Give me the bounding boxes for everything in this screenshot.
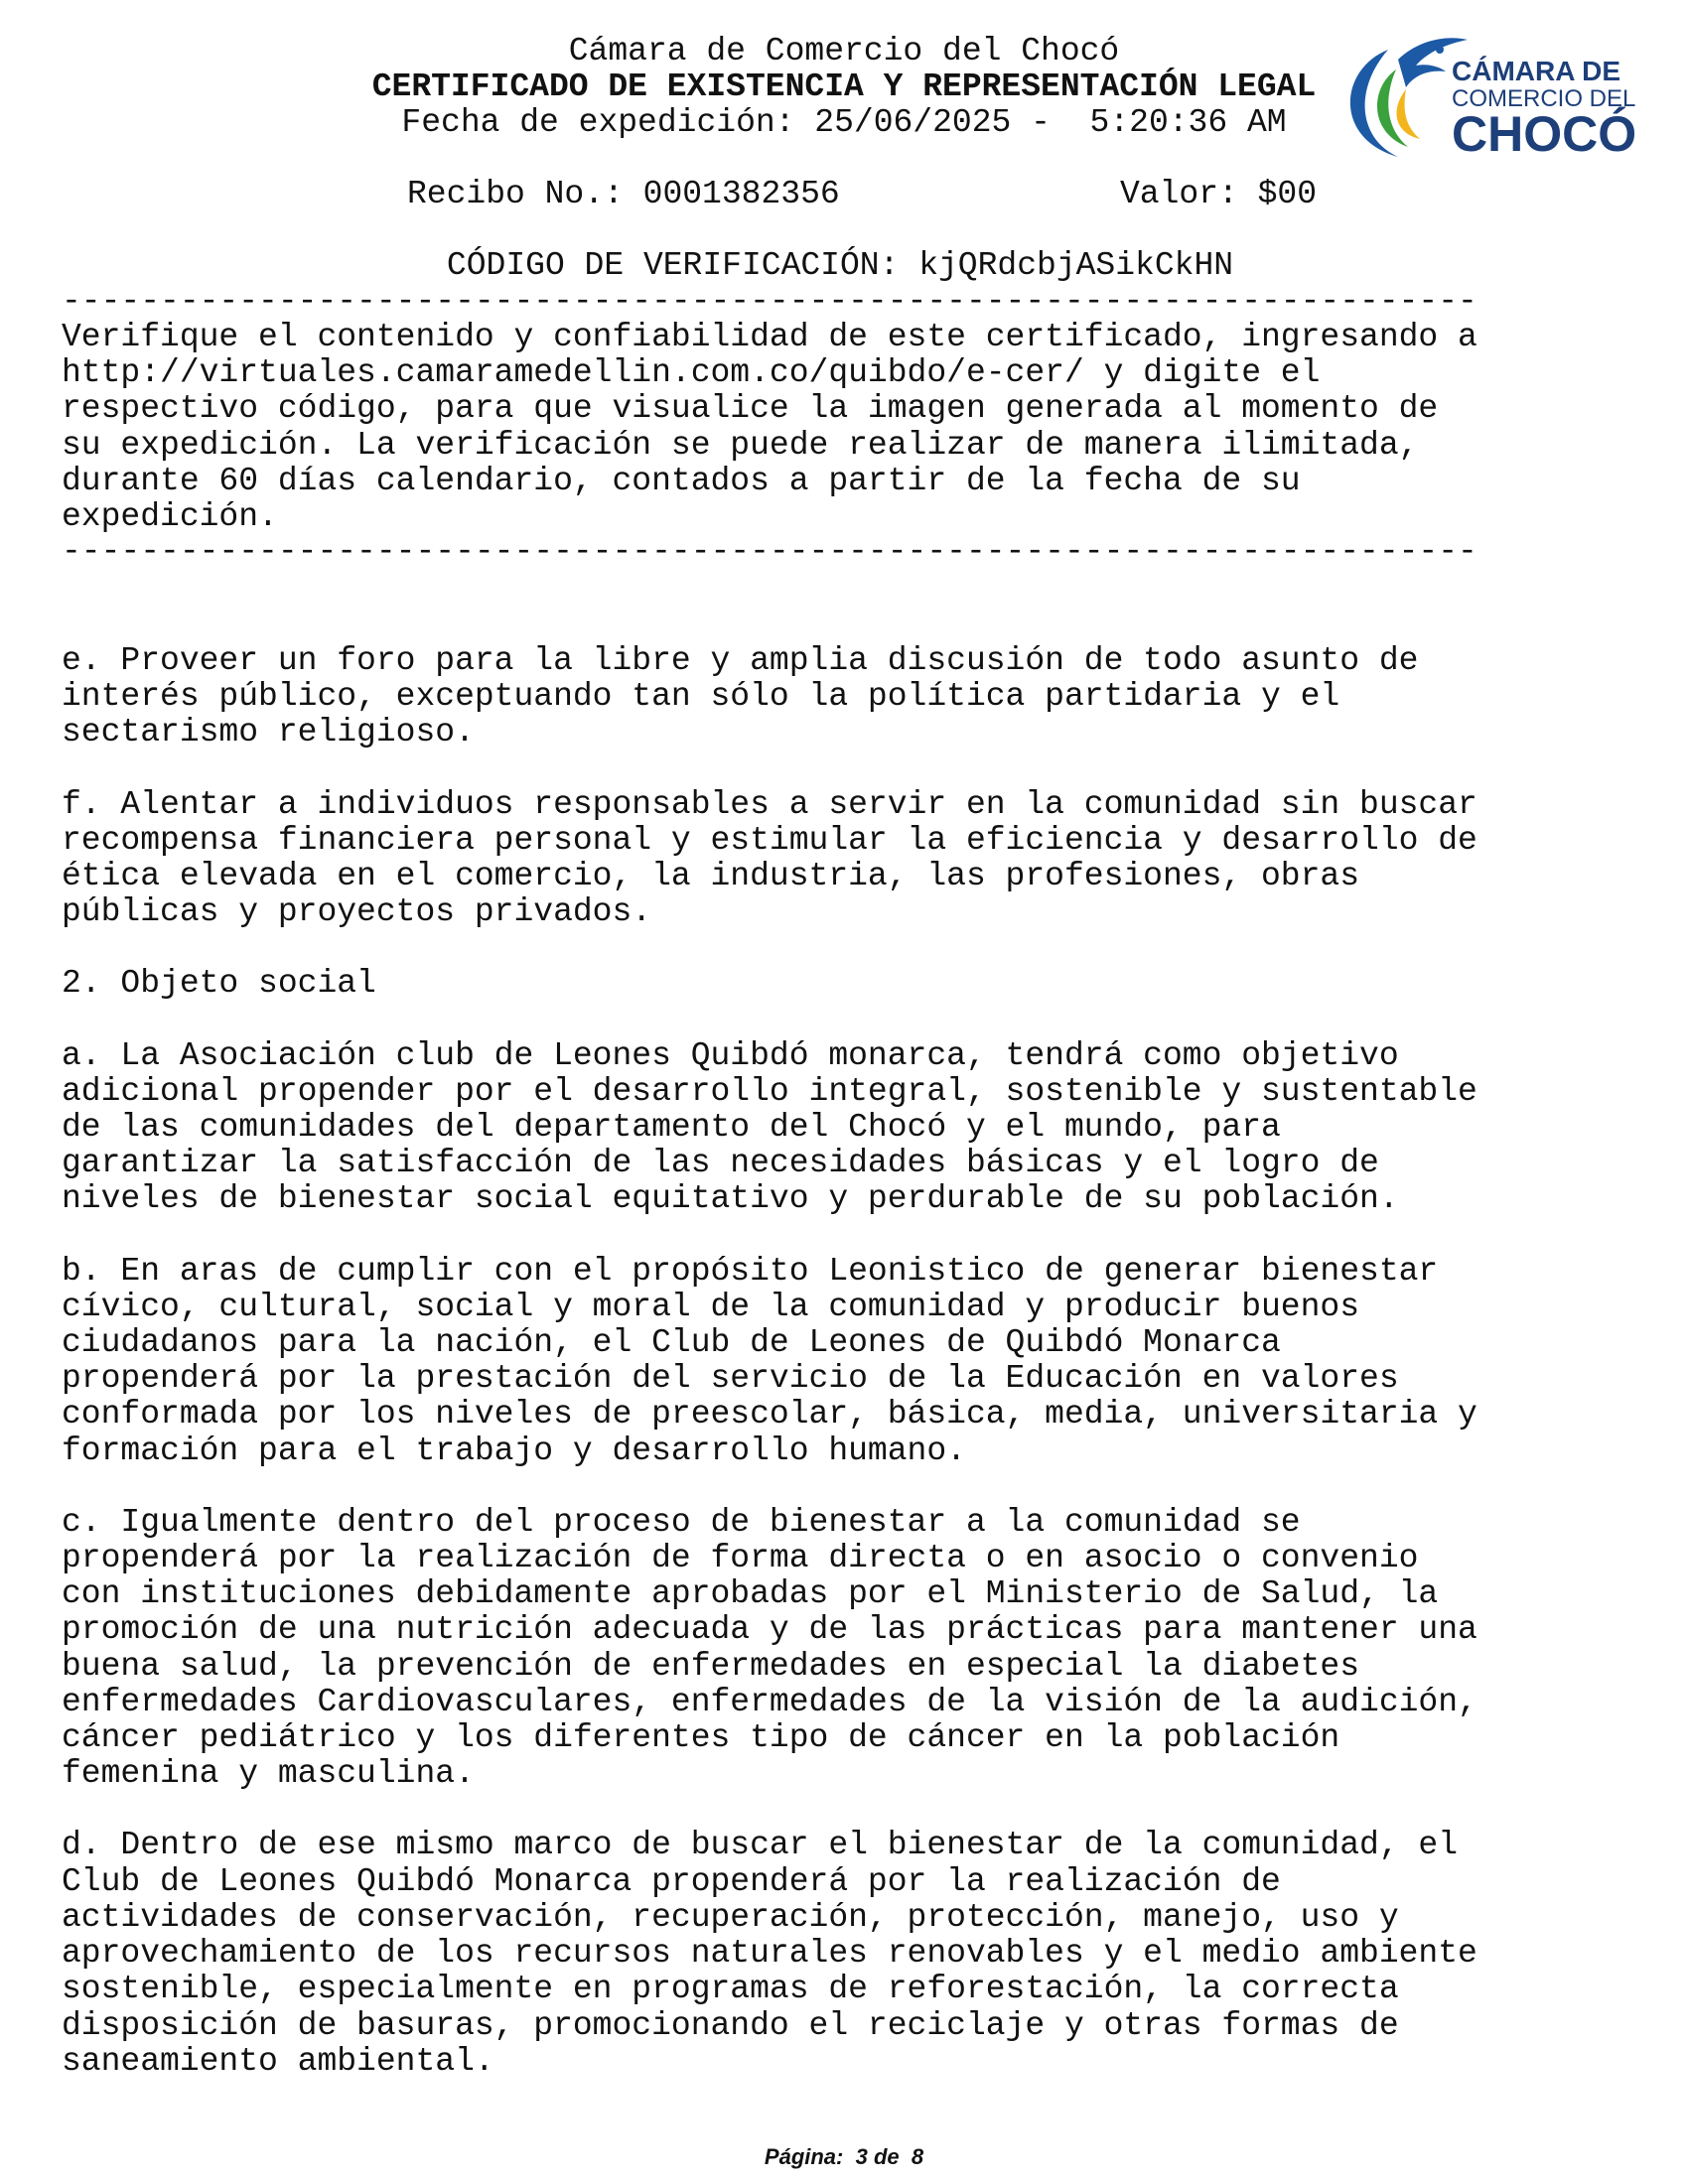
text-line: actividades de conservación, recuperación, protección, manejo, uso y xyxy=(62,1898,1399,1936)
separator-top: ------------------------------------------------------------------------ xyxy=(62,284,1477,320)
text-line: femenina y masculina. xyxy=(62,1755,475,1793)
text-line: niveles de bienestar social equitativo y perdurable de su población. xyxy=(62,1180,1399,1218)
text-line: a. La Asociación club de Leones Quibdó monarca, tendrá como objetivo xyxy=(62,1036,1399,1074)
text-line: ciudadanos para la nación, el Club de Leones de Quibdó Monarca xyxy=(62,1324,1281,1362)
text-line: enfermedades Cardiovasculares, enfermedades de la visión de la audición, xyxy=(62,1683,1477,1720)
text-line: Club de Leones Quibdó Monarca propenderá por la realización de xyxy=(62,1862,1281,1900)
text-line: buena salud, la prevención de enfermedades en especial la diabetes xyxy=(62,1647,1360,1685)
logo-line-1: CÁMARA DE xyxy=(1452,56,1621,86)
text-line: propenderá por la realización de forma directa o en asocio o convenio xyxy=(62,1540,1419,1577)
chamber-name: Cámara de Comercio del Chocó xyxy=(568,33,1120,69)
issue-date: Fecha de expedición: 25/06/2025 - 5:20:36 AM xyxy=(401,104,1287,141)
paragraph-c xyxy=(62,1505,1617,1793)
text-line: sostenible, especialmente en programas de reforestación, la correcta xyxy=(62,1971,1399,2008)
text-line: promoción de una nutrición adecuada y de las prácticas para mantener una xyxy=(62,1611,1477,1649)
separator-bottom: ------------------------------------------------------------------------ xyxy=(62,534,1477,570)
notice-line: expedición. xyxy=(62,498,278,536)
paragraph-a xyxy=(62,1038,1617,1218)
page-number: Página: 3 de 8 xyxy=(764,2144,924,2169)
text-line: de las comunidades del departamento del Chocó y el mundo, para xyxy=(62,1109,1281,1147)
notice-line: respectivo código, para que visualice la imagen generada al momento de xyxy=(62,390,1439,428)
text-line: con instituciones debidamente aprobadas por el Ministerio de Salud, la xyxy=(62,1575,1439,1613)
notice-line: http://virtuales.camaramedellin.com.co/quibdo/e-cer/ y digite el xyxy=(62,354,1321,392)
text-line: aprovechamiento de los recursos naturales renovables y el medio ambiente xyxy=(62,1935,1477,1973)
text-line: propenderá por la prestación del servicio de la Educación en valores xyxy=(62,1360,1399,1398)
paragraph-d xyxy=(62,1828,1617,2079)
paragraph-b xyxy=(62,1254,1617,1469)
text-line: e. Proveer un foro para la libre y amplia discusión de todo asunto de xyxy=(62,642,1419,679)
text-line: d. Dentro de ese mismo marco de buscar el bienestar de la comunidad, el xyxy=(62,1827,1459,1864)
receipt-number: Recibo No.: 0001382356 xyxy=(407,176,840,212)
notice-line: Verifique el contenido y confiabilidad de este certificado, ingresando a xyxy=(62,319,1477,355)
text-line: cívico, cultural, social y moral de la comunidad y producir buenos xyxy=(62,1288,1360,1325)
text-line: saneamiento ambiental. xyxy=(62,2042,494,2080)
section-heading: 2. Objeto social xyxy=(62,965,376,1003)
text-line: disposición de basuras, promocionando el reciclaje y otras formas de xyxy=(62,2006,1399,2044)
logo-line-2: COMERCIO DEL xyxy=(1452,85,1636,112)
text-line: b. En aras de cumplir con el propósito Leonistico de generar bienestar xyxy=(62,1252,1439,1290)
verification-notice xyxy=(62,320,1617,535)
text-line: c. Igualmente dentro del proceso de bienestar a la comunidad se xyxy=(62,1503,1301,1541)
text-line: ética elevada en el comercio, la industria, las profesiones, obras xyxy=(62,858,1360,895)
notice-line: su expedición. La verificación se puede realizar de manera ilimitada, xyxy=(62,426,1419,464)
text-line: garantizar la satisfacción de las necesidades básicas y el logro de xyxy=(62,1145,1379,1182)
notice-line: durante 60 días calendario, contados a partir de la fecha de su xyxy=(62,462,1301,499)
receipt-value: Valor: $00 xyxy=(1120,176,1318,212)
text-line: recompensa financiera personal y estimular la eficiencia y desarrollo de xyxy=(62,821,1477,859)
text-line: cáncer pediátrico y los diferentes tipo de cáncer en la población xyxy=(62,1719,1340,1757)
paragraph-e xyxy=(62,643,1617,751)
verification-code: CÓDIGO DE VERIFICACIÓN: kjQRdcbjASikCkHN xyxy=(446,247,1234,284)
text-line: f. Alentar a individuos responsables a servir en la comunidad sin buscar xyxy=(62,785,1477,823)
certificate-title: CERTIFICADO DE EXISTENCIA Y REPRESENTACIÓN LEGAL xyxy=(371,68,1317,105)
text-line: adicional propender por el desarrollo integral, sostenible y sustentable xyxy=(62,1072,1477,1110)
text-line: interés público, exceptuando tan sólo la política partidaria y el xyxy=(62,678,1340,716)
paragraph-f xyxy=(62,787,1617,931)
text-line: sectarismo religioso. xyxy=(62,714,475,751)
text-line: públicas y proyectos privados. xyxy=(62,893,652,931)
text-line: conformada por los niveles de preescolar, básica, media, universitaria y xyxy=(62,1396,1477,1433)
document-body xyxy=(62,643,1617,2080)
text-line: formación para el trabajo y desarrollo humano. xyxy=(62,1432,966,1469)
logo-line-3: CHOCÓ xyxy=(1452,106,1637,162)
